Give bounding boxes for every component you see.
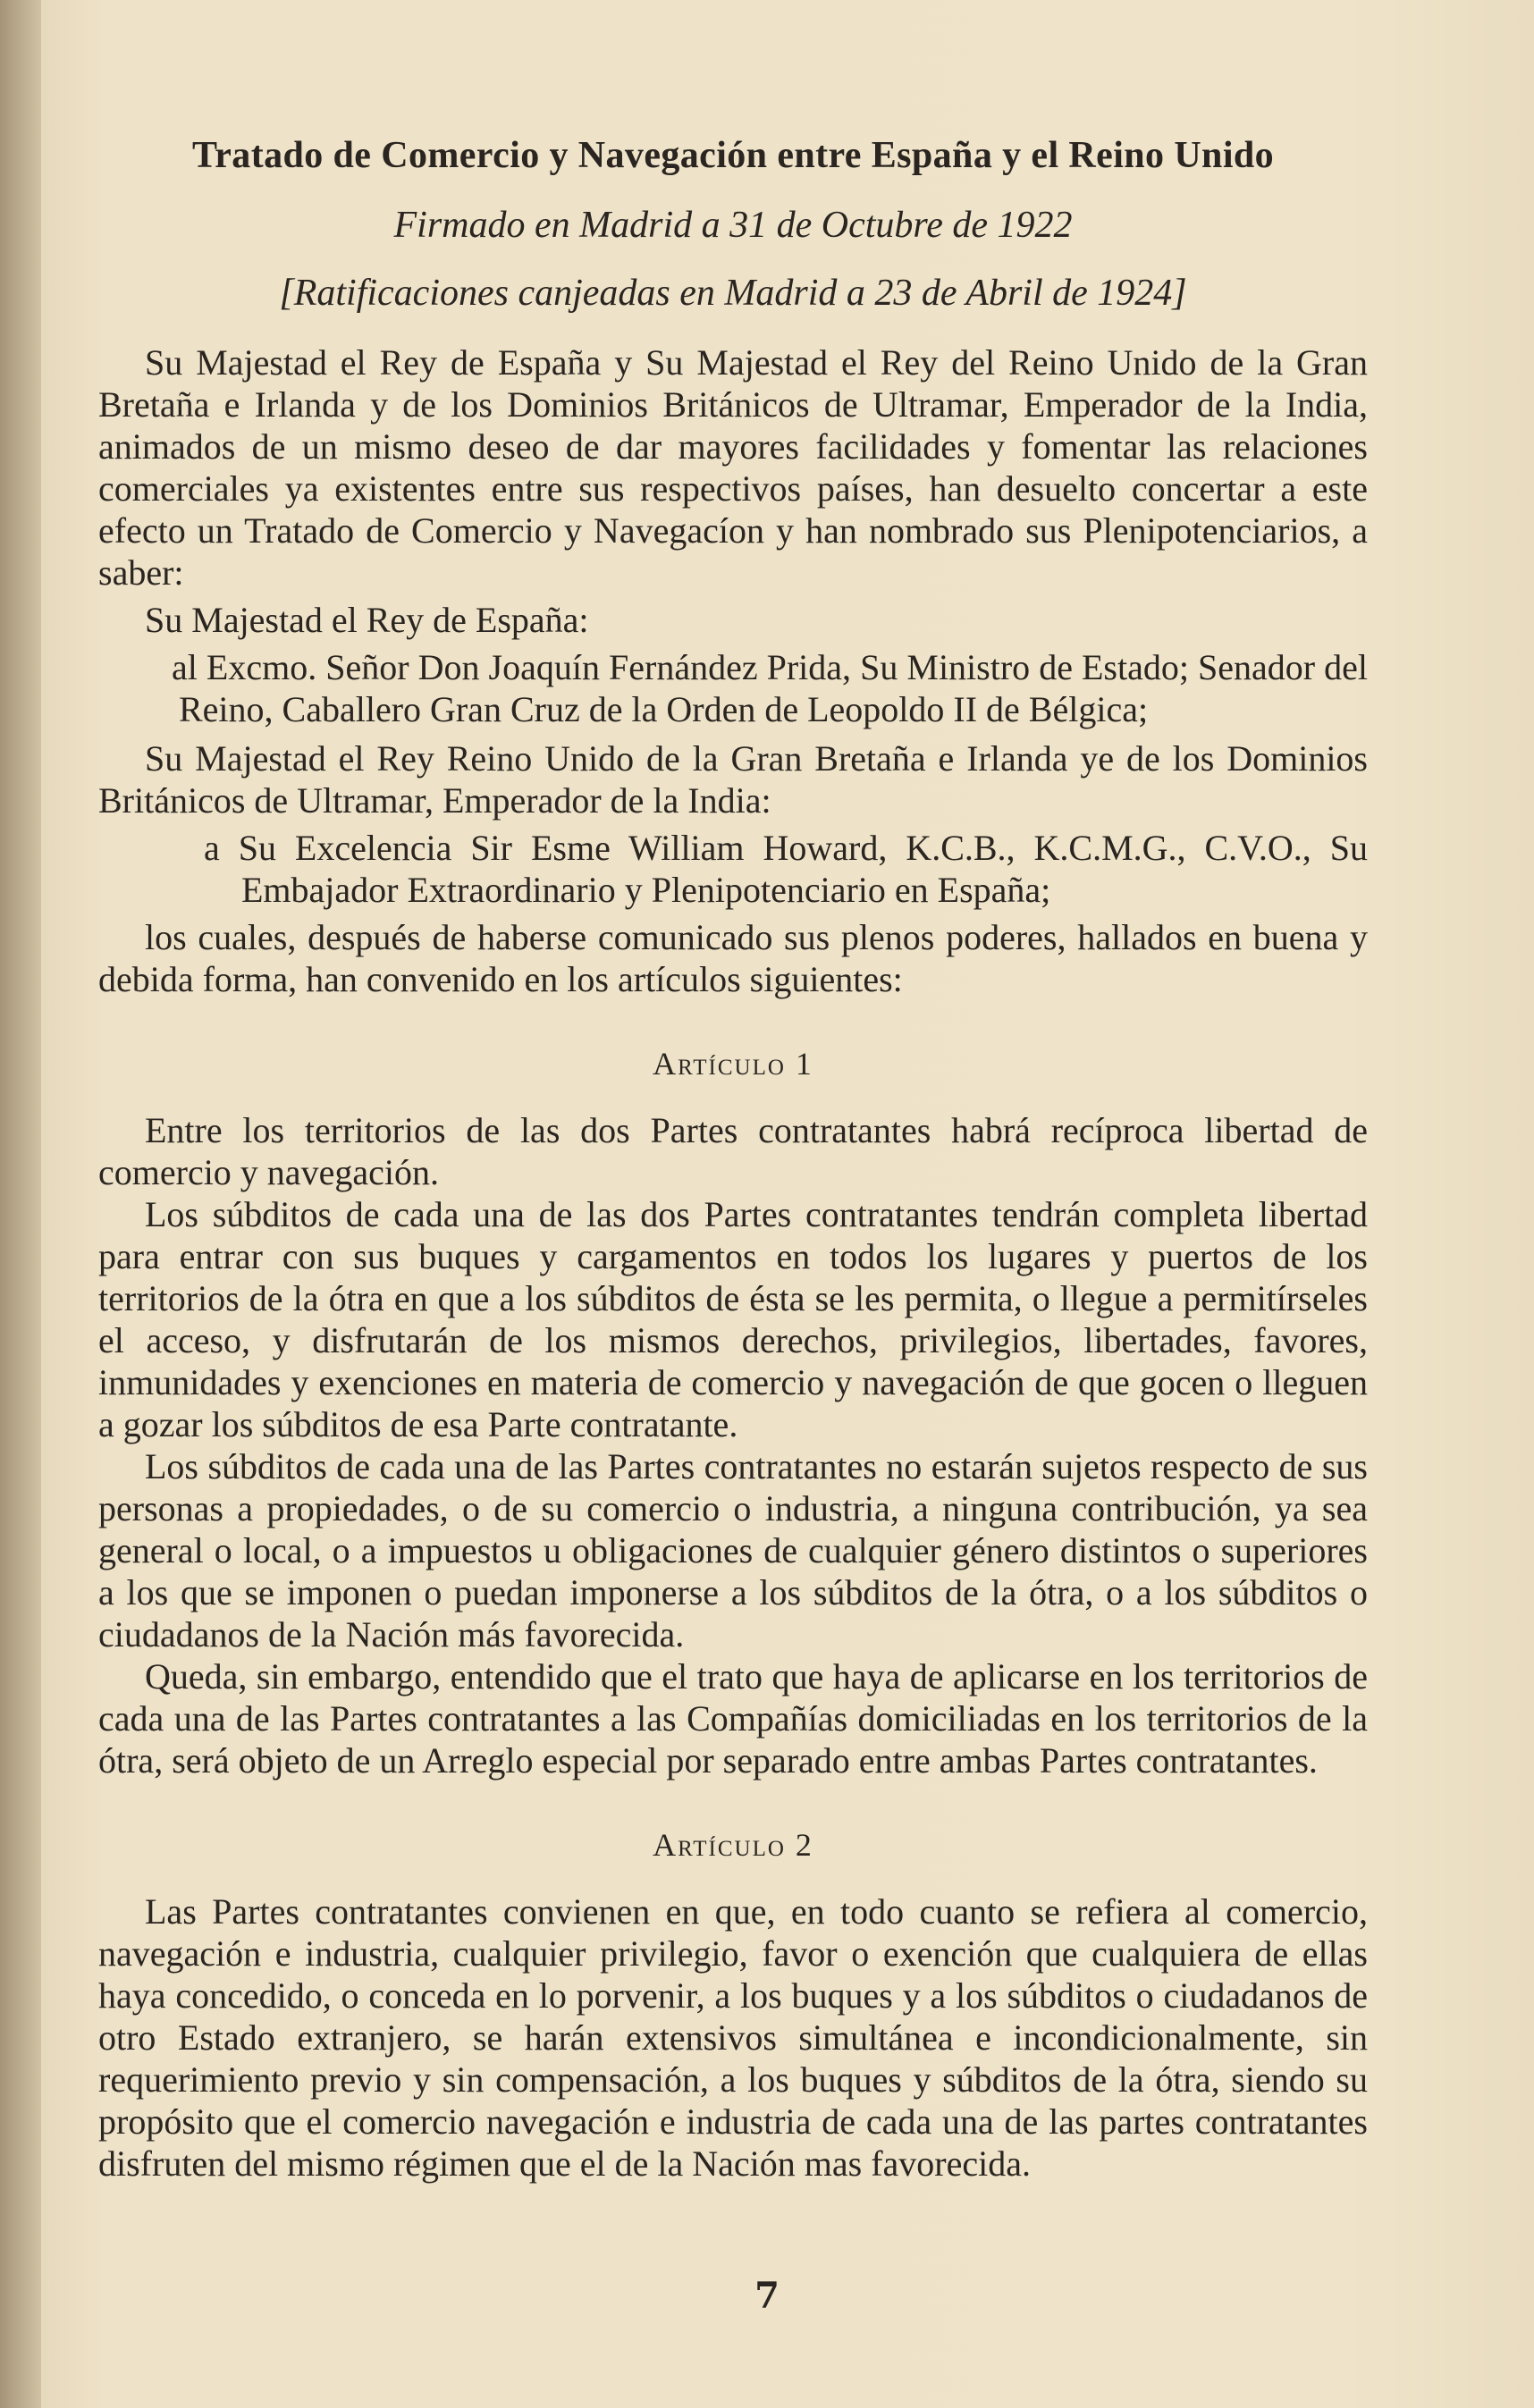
party1-delegate: al Excmo. Señor Don Joaquín Fernández Prida, Su Ministro de Estado; Senador del Reino, Caballero Gran Cruz de la Orden de Leopoldo II de Bélgica; bbox=[172, 647, 1368, 729]
party1-heading: Su Majestad el Rey de España: bbox=[145, 600, 589, 640]
party2-delegate: a Su Excelencia Sir Esme William Howard, K.C.B., K.C.M.G., C.V.O., Su Embajador Extraordinario y Plenipotenciario en España; bbox=[204, 828, 1368, 910]
document-body bbox=[98, 134, 1368, 2185]
article-1-paragraph: Entre los territorios de las dos Partes contratantes habrá recíproca libertad de comercio y navegación. bbox=[98, 1110, 1368, 1192]
signing-line: Firmado en Madrid a 31 de Octubre de 1922 bbox=[393, 205, 1073, 246]
article-2-heading: Artículo 2 bbox=[653, 1827, 813, 1863]
article-1-paragraph: Queda, sin embargo, entendido que el trato que haya de aplicarse en los territorios de cada una de las Partes contratantes a las Compañías domiciliadas en los territorios de la ótra, será objeto de un Arreglo especial por separado entre ambas Partes contratantes. bbox=[98, 1656, 1368, 1781]
closing-preamble: los cuales, después de haberse comunicado sus plenos poderes, hallados en buena y debida forma, han convenido en los artículos siguientes: bbox=[98, 917, 1368, 999]
article-1-heading: Artículo 1 bbox=[653, 1046, 813, 1082]
document-title: Tratado de Comercio y Navegación entre España y el Reino Unido bbox=[191, 135, 1275, 176]
party2-heading: Su Majestad el Rey Reino Unido de la Gran Bretaña e Irlanda ye de los Dominios Británicos de Ultramar, Emperador de la India: bbox=[98, 738, 1368, 821]
article-2-paragraph: Las Partes contratantes convienen en que, en todo cuanto se refiera al comercio, navegación e industria, cualquier privilegio, favor o exención que cualquiera de ellas haya concedido, o conceda en lo porvenir, a los buques y a los súbditos o ciudadanos de otro Estado extranjero, se harán extensivos simultánea e incondicionalmente, sin requerimiento previo y sin compensación, a los buques y súbditos de la ótra, siendo su propósito que el comercio navegación e industria de cada una de las partes contratantes disfruten del mismo régimen que el de la Nación mas favorecida. bbox=[98, 1891, 1368, 2184]
page-number: 7 bbox=[754, 2275, 780, 2317]
article-1-paragraph: Los súbditos de cada una de las Partes contratantes no estarán sujetos respecto de sus personas a propiedades, o de su comercio o industria, a ninguna contribución, ya sea general o local, o a impuestos u obligaciones de cualquier género distintos o superiores a los que se imponen o puedan imponerse a los súbditos de la ótra, o a los súbditos o ciudadanos de la Nación más favorecida. bbox=[98, 1446, 1368, 1654]
book-gutter bbox=[0, 0, 41, 2408]
preamble-paragraph: Su Majestad el Rey de España y Su Majestad el Rey del Reino Unido de la Gran Bretaña e Irlanda y de los Dominios Británicos de Ultramar, Emperador de la India, animados de un mismo deseo de dar mayores facilidades y fomentar las relaciones comerciales ya existentes entre sus respectivos países, han desuelto concertar a este efecto un Tratado de Comercio y Navegacíon y han nombrado sus Plenipotenciarios, a saber: bbox=[98, 342, 1368, 593]
article-1-paragraph: Los súbditos de cada una de las dos Partes contratantes tendrán completa libertad para entrar con sus buques y cargamentos en todos los lugares y puertos de los territorios de la ótra en que a los súbditos de ésta se les permita, o llegue a permitírseles el acceso, y disfrutarán de los mismos derechos, privilegios, libertades, favores, inmunidades y exenciones en materia de comercio y navegación de que gocen o lleguen a gozar los súbditos de esa Parte contratante. bbox=[98, 1194, 1368, 1444]
ratification-line: [Ratificaciones canjeadas en Madrid a 23 de Abril de 1924] bbox=[279, 273, 1187, 314]
